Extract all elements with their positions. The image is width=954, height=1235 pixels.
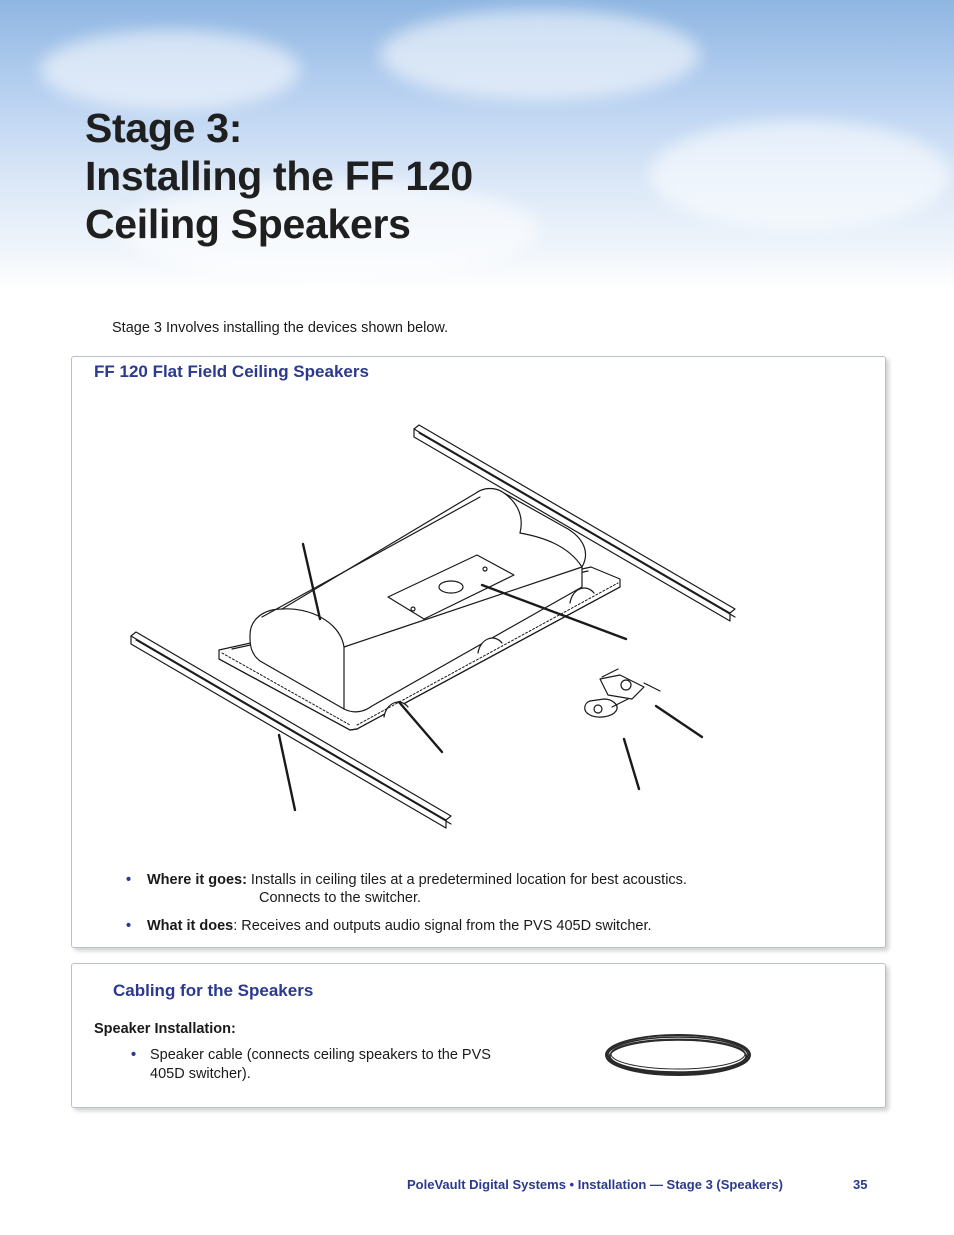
cabling-list — [131, 1046, 491, 1084]
intro-text: Stage 3 Involves installing the devices shown below. — [112, 320, 449, 336]
bullet-label: What it does — [147, 918, 234, 934]
bullet-label: Where it goes: — [147, 872, 247, 888]
bullet-text: : Receives and outputs audio signal from the PVS 405D switcher. — [233, 918, 652, 934]
bullet-icon: • — [126, 872, 132, 888]
bullet-text-continued: Connects to the switcher. — [259, 890, 421, 906]
accessory-hardware — [585, 669, 660, 717]
page-footer — [407, 1177, 868, 1192]
cable-item-text: Speaker cable (connects ceiling speakers to the PVS 405D switcher). — [150, 1047, 491, 1082]
speaker-diagram — [72, 357, 885, 857]
bullet-icon: • — [131, 1047, 137, 1063]
title-line-2: Installing the FF 120 — [85, 153, 473, 199]
cloud-decoration — [40, 30, 300, 110]
cable-coil-icon — [602, 1026, 754, 1084]
page-number: 35 — [853, 1177, 868, 1192]
speakers-panel-heading: FF 120 Flat Field Ceiling Speakers — [94, 362, 369, 381]
cloud-decoration — [380, 10, 700, 100]
title-line-1: Stage 3: — [85, 105, 243, 151]
page-title — [85, 104, 473, 248]
list-item — [126, 871, 687, 907]
speakers-bullet-list — [126, 871, 687, 945]
speaker-installation-subheading: Speaker Installation: — [94, 1021, 236, 1037]
cabling-panel-heading: Cabling for the Speakers — [113, 981, 314, 1000]
footer-text: PoleVault Digital Systems • Installation — Stage 3 (Speakers) — [407, 1177, 783, 1192]
title-line-3: Ceiling Speakers — [85, 201, 411, 247]
speakers-panel — [71, 356, 886, 948]
cabling-panel — [71, 963, 886, 1108]
cloud-decoration — [650, 120, 950, 230]
bullet-icon: • — [126, 918, 132, 934]
bullet-text: Installs in ceiling tiles at a predetermined location for best acoustics. — [246, 872, 687, 888]
list-item — [126, 917, 687, 935]
list-item — [131, 1046, 491, 1084]
